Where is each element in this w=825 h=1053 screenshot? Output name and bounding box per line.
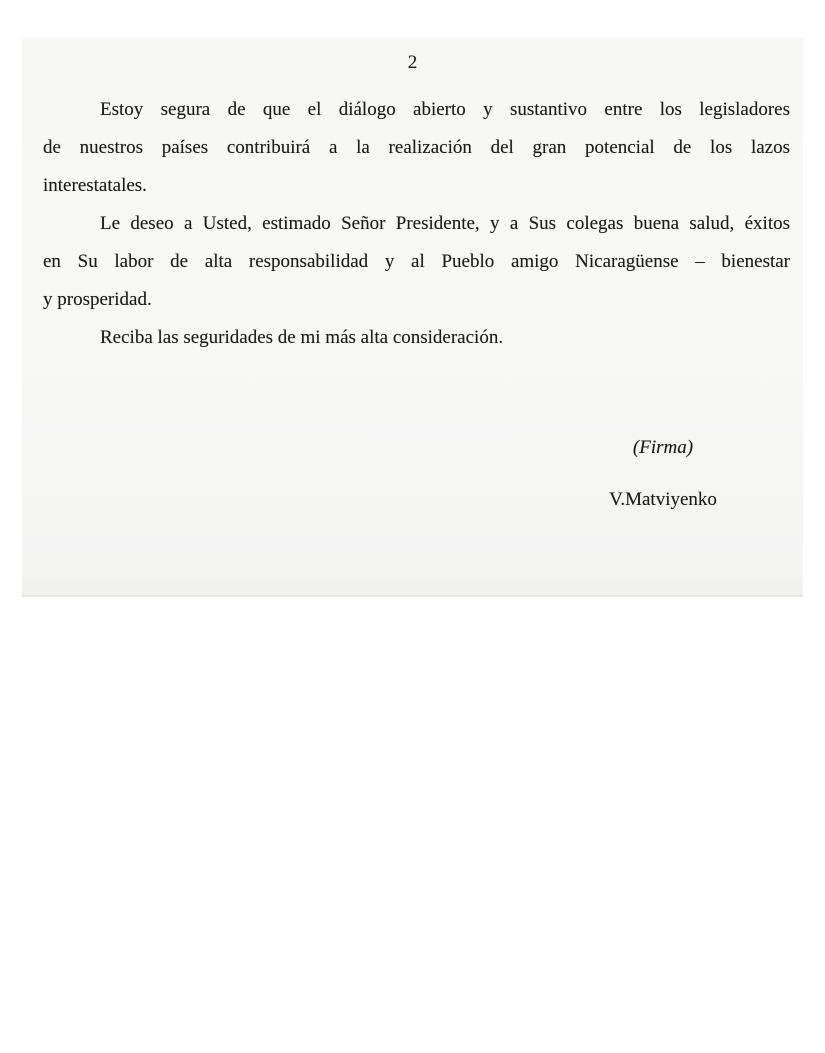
paragraph-3-line-1: Reciba las seguridades de mi más alta consideración. xyxy=(100,327,504,348)
page-number: 2 xyxy=(407,52,418,73)
letter-body xyxy=(43,91,790,357)
paragraph-1-line-2: de nuestros países contribuirá a la realización del gran potencial de los lazos xyxy=(43,137,790,158)
signature-firma-label: (Firma) xyxy=(632,437,694,458)
paragraph-2-line-1: Le deseo a Usted, estimado Señor Presidente, y a Sus colegas buena salud, éxitos xyxy=(100,213,790,234)
paragraph-1-line-3: interestatales. xyxy=(43,175,147,196)
paragraph-2-line-3: y prosperidad. xyxy=(43,289,152,310)
paragraph-2-line-2: en Su labor de alta responsabilidad y al Pueblo amigo Nicaragüense – bienestar xyxy=(43,251,790,272)
signature-name: V.Matviyenko xyxy=(609,489,717,510)
signature-block xyxy=(513,436,813,512)
paragraph-1-line-1: Estoy segura de que el diálogo abierto y sustantivo entre los legisladores xyxy=(100,99,790,120)
page-sheet xyxy=(22,38,803,597)
